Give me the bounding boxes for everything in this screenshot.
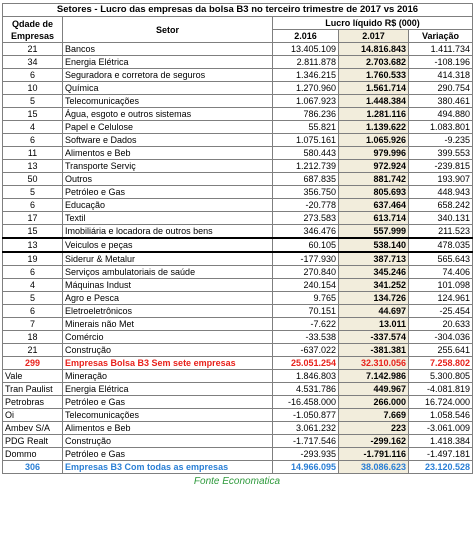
value-2017-cell: 449.967 [339, 383, 409, 396]
variation-cell: -239.815 [409, 160, 473, 173]
variation-cell: -4.081.819 [409, 383, 473, 396]
sector-cell: Petróleo e Gas [63, 186, 273, 199]
total-row-all [3, 461, 473, 474]
table-row [3, 238, 473, 252]
value-2017-cell: 1.561.714 [339, 82, 409, 95]
value-2016-cell: 14.966.095 [273, 461, 339, 474]
qty-cell: 6 [3, 305, 63, 318]
variation-cell: 193.907 [409, 173, 473, 186]
variation-cell: 478.035 [409, 238, 473, 252]
variation-cell: 16.724.000 [409, 396, 473, 409]
value-2016-cell: 55.821 [273, 121, 339, 134]
table-row [3, 279, 473, 292]
qty-cell: Oi [3, 409, 63, 422]
variation-cell: 255.641 [409, 344, 473, 357]
sector-cell: Química [63, 82, 273, 95]
variation-cell: 290.754 [409, 82, 473, 95]
table-row [3, 160, 473, 173]
value-2017-cell: 32.310.056 [339, 357, 409, 370]
value-2017-cell: 341.252 [339, 279, 409, 292]
qty-cell: 13 [3, 160, 63, 173]
company-row [3, 370, 473, 383]
qty-cell: 6 [3, 134, 63, 147]
value-2017-cell: 13.011 [339, 318, 409, 331]
sector-cell: Software e Dados [63, 134, 273, 147]
value-2017-cell: -299.162 [339, 435, 409, 448]
value-2016-cell: 9.765 [273, 292, 339, 305]
variation-cell: 74.406 [409, 266, 473, 279]
variation-cell: 1.411.734 [409, 43, 473, 56]
header-2016: 2.016 [273, 30, 339, 43]
value-2017-cell: 387.713 [339, 252, 409, 266]
sector-cell: Mineração [63, 370, 273, 383]
header-qty: Qdade de Empresas [3, 17, 63, 43]
sector-cell: Energia Elétrica [63, 383, 273, 396]
value-2017-cell: 1.448.384 [339, 95, 409, 108]
table-row [3, 305, 473, 318]
value-2016-cell: 4.531.786 [273, 383, 339, 396]
value-2016-cell: 687.835 [273, 173, 339, 186]
variation-cell: -3.061.009 [409, 422, 473, 435]
qty-cell: 5 [3, 95, 63, 108]
value-2017-cell: 1.760.533 [339, 69, 409, 82]
table-row [3, 252, 473, 266]
qty-cell: 6 [3, 69, 63, 82]
header-row-1 [3, 17, 473, 30]
variation-cell: 211.523 [409, 225, 473, 239]
value-2017-cell: 44.697 [339, 305, 409, 318]
qty-cell: 50 [3, 173, 63, 186]
variation-cell: -9.235 [409, 134, 473, 147]
table-row [3, 344, 473, 357]
value-2016-cell: 1.067.923 [273, 95, 339, 108]
company-row [3, 448, 473, 461]
qty-cell: 17 [3, 212, 63, 225]
value-2016-cell: 356.750 [273, 186, 339, 199]
variation-cell: -304.036 [409, 331, 473, 344]
value-2017-cell: 14.816.843 [339, 43, 409, 56]
qty-cell: PDG Realt [3, 435, 63, 448]
value-2017-cell: 557.999 [339, 225, 409, 239]
company-row [3, 383, 473, 396]
company-row [3, 422, 473, 435]
value-2016-cell: 1.846.803 [273, 370, 339, 383]
qty-cell: Dommo [3, 448, 63, 461]
value-2017-cell: 38.086.623 [339, 461, 409, 474]
sector-cell: Petróleo e Gas [63, 448, 273, 461]
sector-cell: Eletroeletrônicos [63, 305, 273, 318]
table-title-row [3, 4, 473, 17]
source-note: Fonte Economatica [193, 476, 281, 487]
value-2017-cell: 1.065.926 [339, 134, 409, 147]
qty-cell: 15 [3, 108, 63, 121]
sector-cell: Telecomunicações [63, 409, 273, 422]
table-row [3, 69, 473, 82]
qty-cell: 18 [3, 331, 63, 344]
qty-cell: 6 [3, 266, 63, 279]
value-2016-cell: 70.151 [273, 305, 339, 318]
qty-cell: 5 [3, 292, 63, 305]
value-2016-cell: 273.583 [273, 212, 339, 225]
value-2017-cell: 345.246 [339, 266, 409, 279]
qty-cell: 7 [3, 318, 63, 331]
variation-cell: 101.098 [409, 279, 473, 292]
value-2016-cell: -1.717.546 [273, 435, 339, 448]
value-2017-cell: 7.669 [339, 409, 409, 422]
qty-cell: 4 [3, 279, 63, 292]
value-2016-cell: 2.811.878 [273, 56, 339, 69]
value-2017-cell: 979.996 [339, 147, 409, 160]
company-row [3, 396, 473, 409]
sector-cell: Construção [63, 435, 273, 448]
value-2016-cell: 1.075.161 [273, 134, 339, 147]
variation-cell: 1.083.801 [409, 121, 473, 134]
value-2016-cell: 13.405.109 [273, 43, 339, 56]
value-2017-cell: -1.791.116 [339, 448, 409, 461]
value-2017-cell: 7.142.986 [339, 370, 409, 383]
table-row [3, 173, 473, 186]
value-2017-cell: 805.693 [339, 186, 409, 199]
header-sector: Setor [63, 17, 273, 43]
table-row [3, 331, 473, 344]
value-2016-cell: 346.476 [273, 225, 339, 239]
sector-cell: Energia Elétrica [63, 56, 273, 69]
variation-cell: -108.196 [409, 56, 473, 69]
sector-cell: Empresas B3 Com todas as empresas [63, 461, 273, 474]
sector-cell: Alimentos e Beb [63, 422, 273, 435]
sector-cell: Veiculos e peças [63, 238, 273, 252]
sector-cell: Educação [63, 199, 273, 212]
value-2016-cell: 3.061.232 [273, 422, 339, 435]
sector-cell: Textil [63, 212, 273, 225]
sector-cell: Água, esgoto e outros sistemas [63, 108, 273, 121]
qty-cell: 10 [3, 82, 63, 95]
value-2016-cell: -16.458.000 [273, 396, 339, 409]
sector-cell: Transporte Serviç [63, 160, 273, 173]
variation-cell: 414.318 [409, 69, 473, 82]
value-2016-cell: -177.930 [273, 252, 339, 266]
table-row [3, 199, 473, 212]
table-row [3, 43, 473, 56]
sector-cell: Empresas Bolsa B3 Sem sete empresas [63, 357, 273, 370]
table-row [3, 121, 473, 134]
table-row [3, 147, 473, 160]
header-2017: 2.017 [339, 30, 409, 43]
sector-cell: Alimentos e Beb [63, 147, 273, 160]
variation-cell: 565.643 [409, 252, 473, 266]
sector-cell: Papel e Celulose [63, 121, 273, 134]
table-title: Setores - Lucro das empresas da bolsa B3 no terceiro trimestre de 2017 vs 2016 [3, 4, 473, 17]
qty-cell: 19 [3, 252, 63, 266]
value-2017-cell: 613.714 [339, 212, 409, 225]
sector-cell: Serviços ambulatoriais de saúde [63, 266, 273, 279]
profit-table [2, 3, 473, 474]
sector-cell: Siderur & Metalur [63, 252, 273, 266]
sector-cell: Máquinas Indust [63, 279, 273, 292]
table-row [3, 212, 473, 225]
variation-cell: 5.300.805 [409, 370, 473, 383]
sector-cell: Seguradora e corretora de seguros [63, 69, 273, 82]
qty-cell: Ambev S/A [3, 422, 63, 435]
variation-cell: 399.553 [409, 147, 473, 160]
value-2016-cell: -637.022 [273, 344, 339, 357]
value-2016-cell: 270.840 [273, 266, 339, 279]
qty-cell: 21 [3, 344, 63, 357]
value-2016-cell: 1.212.739 [273, 160, 339, 173]
sector-cell: Agro e Pesca [63, 292, 273, 305]
value-2017-cell: 1.281.116 [339, 108, 409, 121]
value-2017-cell: 637.464 [339, 199, 409, 212]
value-2016-cell: 1.270.960 [273, 82, 339, 95]
value-2017-cell: 134.726 [339, 292, 409, 305]
value-2016-cell: -20.778 [273, 199, 339, 212]
table-row [3, 225, 473, 239]
variation-cell: -25.454 [409, 305, 473, 318]
company-row [3, 435, 473, 448]
sector-cell: Imobiliária e locadora de outros bens [63, 225, 273, 239]
value-2016-cell: 60.105 [273, 238, 339, 252]
table-row [3, 108, 473, 121]
qty-cell: 5 [3, 186, 63, 199]
value-2017-cell: 1.139.622 [339, 121, 409, 134]
variation-cell: 380.461 [409, 95, 473, 108]
value-2016-cell: 786.236 [273, 108, 339, 121]
value-2017-cell: 266.000 [339, 396, 409, 409]
variation-cell: 494.880 [409, 108, 473, 121]
value-2016-cell: 240.154 [273, 279, 339, 292]
sector-cell: Minerais não Met [63, 318, 273, 331]
variation-cell: 448.943 [409, 186, 473, 199]
qty-cell: 299 [3, 357, 63, 370]
qty-cell: Tran Paulist [3, 383, 63, 396]
variation-cell: 340.131 [409, 212, 473, 225]
value-2016-cell: 1.346.215 [273, 69, 339, 82]
header-profit-group: Lucro líquido R$ (000) [273, 17, 473, 30]
variation-cell: 1.058.546 [409, 409, 473, 422]
table-row [3, 266, 473, 279]
table-row [3, 95, 473, 108]
table-row [3, 292, 473, 305]
variation-cell: 1.418.384 [409, 435, 473, 448]
value-2017-cell: -381.381 [339, 344, 409, 357]
variation-cell: 20.633 [409, 318, 473, 331]
qty-cell: 15 [3, 225, 63, 239]
value-2017-cell: 538.140 [339, 238, 409, 252]
value-2016-cell: -1.050.877 [273, 409, 339, 422]
header-variation: Variação [409, 30, 473, 43]
table-row [3, 82, 473, 95]
qty-cell: 6 [3, 199, 63, 212]
sector-cell: Outros [63, 173, 273, 186]
value-2016-cell: -33.538 [273, 331, 339, 344]
company-row [3, 409, 473, 422]
qty-cell: 21 [3, 43, 63, 56]
value-2017-cell: -337.574 [339, 331, 409, 344]
sector-cell: Petróleo e Gas [63, 396, 273, 409]
qty-cell: Petrobras [3, 396, 63, 409]
value-2017-cell: 223 [339, 422, 409, 435]
sector-cell: Telecomunicações [63, 95, 273, 108]
qty-cell: 11 [3, 147, 63, 160]
variation-cell: 658.242 [409, 199, 473, 212]
table-row [3, 56, 473, 69]
qty-cell: 4 [3, 121, 63, 134]
table-row [3, 318, 473, 331]
value-2017-cell: 972.924 [339, 160, 409, 173]
qty-cell: 13 [3, 238, 63, 252]
value-2016-cell: -293.935 [273, 448, 339, 461]
total-row-without-seven [3, 357, 473, 370]
value-2017-cell: 881.742 [339, 173, 409, 186]
table-row [3, 186, 473, 199]
table-row [3, 134, 473, 147]
value-2017-cell: 2.703.682 [339, 56, 409, 69]
sector-cell: Comércio [63, 331, 273, 344]
qty-cell: 306 [3, 461, 63, 474]
qty-cell: Vale [3, 370, 63, 383]
variation-cell: 7.258.802 [409, 357, 473, 370]
variation-cell: 23.120.528 [409, 461, 473, 474]
qty-cell: 34 [3, 56, 63, 69]
variation-cell: -1.497.181 [409, 448, 473, 461]
value-2016-cell: -7.622 [273, 318, 339, 331]
value-2016-cell: 580.443 [273, 147, 339, 160]
variation-cell: 124.961 [409, 292, 473, 305]
sector-cell: Construção [63, 344, 273, 357]
sector-cell: Bancos [63, 43, 273, 56]
value-2016-cell: 25.051.254 [273, 357, 339, 370]
